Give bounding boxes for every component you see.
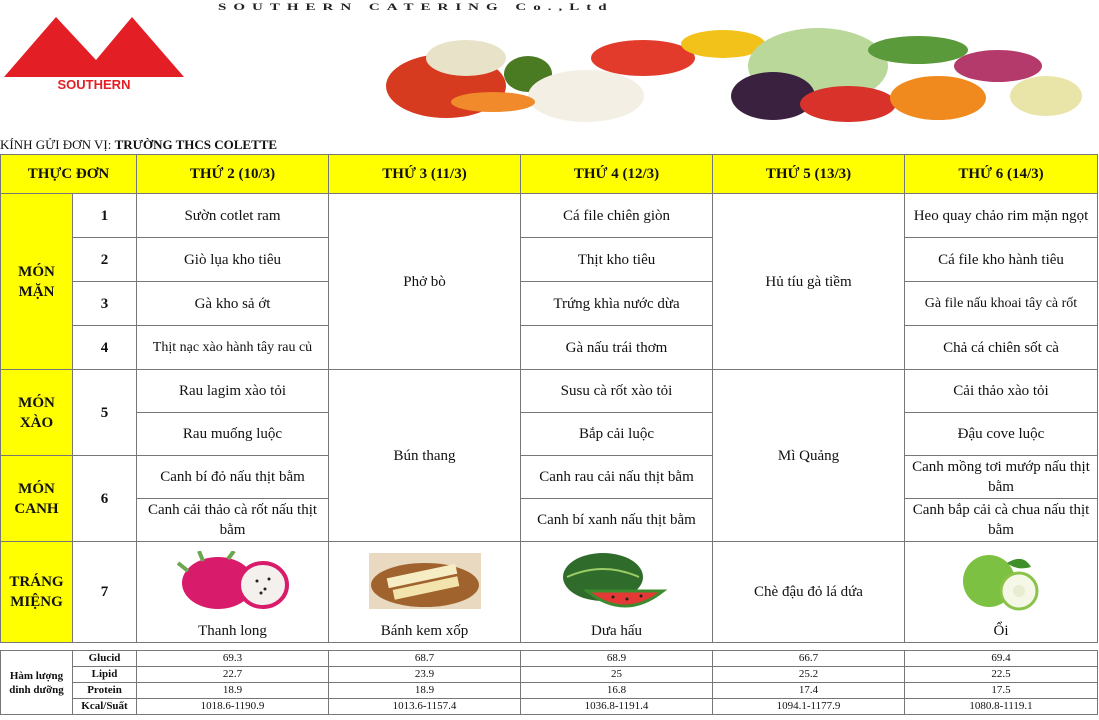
row-number: 5 — [73, 370, 137, 456]
table-row — [1, 194, 1098, 238]
wafer-cake-icon — [365, 551, 485, 613]
nutrient-value: 68.7 — [329, 651, 521, 667]
dish-cell: Chả cá chiên sốt cà — [905, 326, 1098, 370]
table-row — [1, 326, 1098, 370]
row-number: 7 — [73, 542, 137, 643]
nutrient-value: 17.4 — [713, 683, 905, 699]
dish-cell: Đậu cove luộc — [905, 413, 1098, 456]
category-mon-canh: MÓN CANH — [1, 456, 73, 542]
nutrition-table — [0, 650, 1098, 715]
dish-cell: Bắp cải luộc — [521, 413, 713, 456]
nutrient-value: 1036.8-1191.4 — [521, 699, 713, 715]
nutrition-row — [1, 699, 1098, 715]
row-number: 2 — [73, 238, 137, 282]
dish-cell: Gà nấu trái thơm — [521, 326, 713, 370]
nutrient-name: Protein — [73, 683, 137, 699]
nutrient-value: 69.4 — [905, 651, 1098, 667]
dish-cell-merged: Phở bò — [329, 194, 521, 370]
table-row — [1, 499, 1098, 542]
dish-cell: Cá file kho hành tiêu — [905, 238, 1098, 282]
dish-cell: Rau muống luộc — [137, 413, 329, 456]
dish-cell: Cải thảo xào tỏi — [905, 370, 1098, 413]
category-trang-mieng: TRÁNG MIỆNG — [1, 542, 73, 643]
day-header-wed: THỨ 4 (12/3) — [521, 155, 713, 194]
nutrient-name: Lipid — [73, 667, 137, 683]
dish-cell: Rau lagim xào tỏi — [137, 370, 329, 413]
nutrient-name: Kcal/Suất — [73, 699, 137, 715]
nutrient-value: 1013.6-1157.4 — [329, 699, 521, 715]
nutrient-value: 25.2 — [713, 667, 905, 683]
category-mon-xao: MÓN XÀO — [1, 370, 73, 456]
southern-logo — [4, 12, 186, 92]
nutrition-row — [1, 667, 1098, 683]
table-row — [1, 456, 1098, 499]
dish-cell: Canh bí đỏ nấu thịt bằm — [137, 456, 329, 499]
day-header-thu: THỨ 5 (13/3) — [713, 155, 905, 194]
row-number: 6 — [73, 456, 137, 542]
row-number: 1 — [73, 194, 137, 238]
nutrition-label: Hàm lượng dinh dưỡng — [1, 651, 73, 715]
dish-cell: Canh bí xanh nấu thịt bằm — [521, 499, 713, 542]
dish-cell: Cá file chiên giòn — [521, 194, 713, 238]
dish-cell: Gà file nấu khoai tây cà rốt — [905, 282, 1098, 326]
dish-cell: Sườn cotlet ram — [137, 194, 329, 238]
recipient-line — [0, 137, 277, 153]
nutrition-row — [1, 651, 1098, 667]
table-row — [1, 238, 1098, 282]
table-row — [1, 542, 1098, 643]
nutrition-row — [1, 683, 1098, 699]
nutrient-value: 18.9 — [137, 683, 329, 699]
dessert-cell — [905, 542, 1098, 643]
day-header-fri: THỨ 6 (14/3) — [905, 155, 1098, 194]
dish-cell: Canh mồng tơi mướp nấu thịt bằm — [905, 456, 1098, 499]
dessert-name: Thanh long — [198, 623, 267, 639]
nutrient-value: 22.7 — [137, 667, 329, 683]
dish-cell-merged: Bún thang — [329, 370, 521, 542]
day-header-mon: THỨ 2 (10/3) — [137, 155, 329, 194]
dish-cell: Thịt kho tiêu — [521, 238, 713, 282]
dish-cell: Thịt nạc xào hành tây rau củ — [137, 326, 329, 370]
dish-cell: Giò lụa kho tiêu — [137, 238, 329, 282]
dragon-fruit-icon — [173, 551, 293, 613]
dish-cell: Canh rau cải nấu thịt bằm — [521, 456, 713, 499]
table-header-row — [1, 155, 1098, 194]
dish-cell: Susu cà rốt xào tỏi — [521, 370, 713, 413]
day-header-tue: THỨ 3 (11/3) — [329, 155, 521, 194]
table-row — [1, 282, 1098, 326]
guava-icon — [941, 551, 1061, 613]
header — [0, 0, 1099, 125]
nutrient-value: 1080.8-1119.1 — [905, 699, 1098, 715]
dish-cell: Canh bắp cải cà chua nấu thịt bằm — [905, 499, 1098, 542]
nutrient-value: 18.9 — [329, 683, 521, 699]
nutrient-value: 25 — [521, 667, 713, 683]
menu-table — [0, 154, 1098, 643]
nutrient-value: 69.3 — [137, 651, 329, 667]
dish-cell-merged: Hủ tíu gà tiềm — [713, 194, 905, 370]
dessert-name: Ổi — [993, 623, 1009, 639]
logo-text: SOUTHERN — [57, 77, 131, 92]
nutrient-value: 23.9 — [329, 667, 521, 683]
table-row — [1, 413, 1098, 456]
table-row — [1, 370, 1098, 413]
nutrient-value: 66.7 — [713, 651, 905, 667]
dessert-name: Bánh kem xốp — [380, 623, 469, 639]
dish-cell: Gà kho sả ớt — [137, 282, 329, 326]
category-mon-man: MÓN MẶN — [1, 194, 73, 370]
dish-cell: Heo quay chảo rim mặn ngọt — [905, 194, 1098, 238]
dish-cell-merged: Mì Quảng — [713, 370, 905, 542]
nutrient-value: 16.8 — [521, 683, 713, 699]
row-number: 3 — [73, 282, 137, 326]
recipient-prefix: KÍNH GỬI ĐƠN VỊ: — [0, 137, 115, 152]
dish-cell: Trứng khìa nước dừa — [521, 282, 713, 326]
vegetables-image — [378, 28, 1083, 124]
nutrient-name: Glucid — [73, 651, 137, 667]
nutrient-value: 1094.1-1177.9 — [713, 699, 905, 715]
dessert-cell — [137, 542, 329, 643]
dish-cell: Canh cải thảo cà rốt nấu thịt bằm — [137, 499, 329, 542]
recipient-name: TRƯỜNG THCS COLETTE — [114, 137, 278, 152]
dessert-cell — [329, 542, 521, 643]
nutrient-value: 22.5 — [905, 667, 1098, 683]
dessert-cell: Chè đậu đỏ lá dứa — [713, 542, 905, 643]
dessert-cell — [521, 542, 713, 643]
row-number: 4 — [73, 326, 137, 370]
dessert-name: Dưa hấu — [590, 623, 643, 639]
corner-label: THỰC ĐƠN — [1, 155, 137, 194]
nutrient-value: 17.5 — [905, 683, 1098, 699]
nutrient-value: 68.9 — [521, 651, 713, 667]
company-name: SOUTHERN CATERING Co.,Ltd — [218, 3, 614, 13]
watermelon-icon — [557, 551, 677, 613]
nutrient-value: 1018.6-1190.9 — [137, 699, 329, 715]
